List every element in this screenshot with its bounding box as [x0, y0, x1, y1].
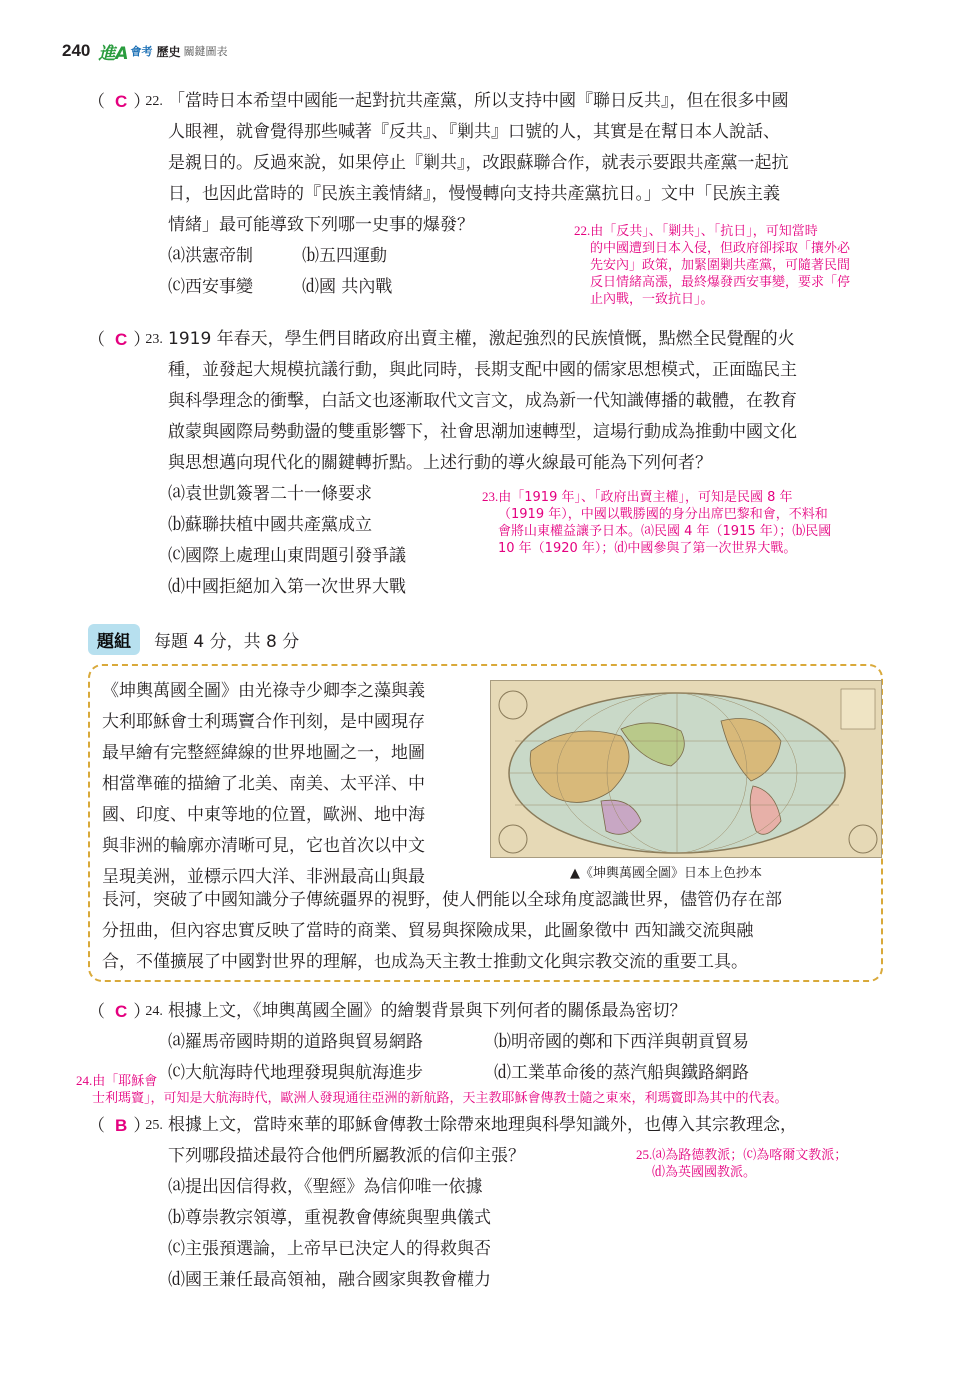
group-badge: 題組	[88, 624, 140, 655]
option-d[interactable]: ⒟工業革命後的蒸汽船與鐵路網路	[494, 1063, 749, 1083]
passage-text-continued: 長河，突破了中國知識分子傳統疆界的視野，使人們能以全球角度認識世界，儘管仍存在部 分扭曲，但內容忠實反映了當時的商業、貿易與探險成果，此圖象徵中 西知識交流與融 合，不僅擴展了中國對世界的理解，也成為天主教士推動文化與宗教交流的重要工具。	[102, 890, 782, 972]
question-group-header	[88, 624, 299, 655]
option-a[interactable]: ⒜提出因信得救，《聖經》為信仰唯一依據	[168, 1177, 483, 1197]
option-c[interactable]: ⒞大航海時代地理發現與航海進步	[168, 1063, 423, 1083]
option-b[interactable]: ⒝尊崇教宗領導，重視教會傳統與聖典儀式	[168, 1208, 491, 1228]
answer-letter: C	[115, 92, 128, 111]
question-stem-line: 根據上文，當時來華的耶穌會傳教士除帶來地理與科學知識外，也傳入其宗教理念，	[168, 1115, 797, 1135]
question-stem-line: 種，並發起大規模抗議行動，與此同時，長期支配中國的儒家思想模式，正面臨民主	[168, 360, 797, 380]
answer-slot: （ C ） 24.	[88, 996, 168, 1027]
option-b[interactable]: ⒝明帝國的鄭和下西洋與朝貢貿易	[494, 1032, 749, 1052]
explanation-note-22: 22.由「反共」、「剿共」、「抗日」，可知當時 的中國遭到日本入侵，但政府卻採取「攘外必 先安內」政策，加緊圍剿共產黨，可隨著民間 反日情緒高漲，最終爆發西安事變，要求「停 止內戰，一致抗日」。	[574, 223, 851, 307]
answer-slot: （ C ） 23.	[88, 324, 168, 355]
question-number: 25.	[145, 1118, 163, 1133]
brand-sub: 會考	[130, 45, 153, 58]
option-b[interactable]: ⒝五四運動	[302, 246, 387, 266]
question-25	[88, 1110, 888, 1296]
question-number: 24.	[145, 1004, 163, 1019]
question-stem-line: 啟蒙與國際局勢動盪的雙重影響下，社會思潮加速轉型，這場行動成為推動中國文化	[168, 422, 797, 442]
option-c[interactable]: ⒞國際上處理山東問題引發爭議	[168, 546, 406, 566]
question-stem-line: 根據上文，《坤輿萬國全圖》的繪製背景與下列何者的關係最為密切？	[168, 1001, 687, 1021]
map-caption: ▲《坤輿萬國全圖》日本上色抄本	[570, 866, 762, 881]
subject-label: 歷史	[156, 44, 181, 59]
question-stem-line: 情緒」最可能導致下列哪一史事的爆發？	[168, 215, 474, 235]
option-d[interactable]: ⒟國 共內戰	[302, 277, 393, 297]
question-stem-line: 與思想邁向現代化的關鍵轉折點。上述行動的導火線最可能為下列何者？	[168, 453, 712, 473]
answer-letter: C	[115, 1002, 128, 1021]
brand-logo: 進A	[98, 43, 129, 64]
world-map-illustration	[491, 681, 882, 858]
option-b[interactable]: ⒝蘇聯扶植中國共產黨成立	[168, 515, 372, 535]
option-a[interactable]: ⒜羅馬帝國時期的道路與貿易網路	[168, 1032, 423, 1052]
group-score: 每題 4 分，共 8 分	[154, 632, 300, 652]
option-d[interactable]: ⒟國王兼任最高領袖，融合國家與教會權力	[168, 1270, 491, 1290]
answer-slot: （ C ） 22.	[88, 86, 168, 117]
option-a[interactable]: ⒜袁世凱簽署二十一條要求	[168, 484, 372, 504]
page-header	[62, 36, 228, 66]
answer-letter: B	[115, 1116, 128, 1135]
world-map-image	[490, 680, 882, 858]
explanation-note-25: 25.⒜為路德教派；⒞為喀爾文教派； ⒟為英國國教派。	[636, 1147, 848, 1180]
question-stem-line: 下列哪段描述最符合他們所屬教派的信仰主張？	[168, 1146, 525, 1166]
answer-slot: （ B ） 25.	[88, 1110, 168, 1141]
question-stem-line: 與科學理念的衝擊，白話文也逐漸取代文言文，成為新一代知識傳播的載體，在教育	[168, 391, 797, 411]
question-stem-line: 「當時日本希望中國能一起對抗共產黨，所以支持中國『聯日反共』，但在很多中國	[168, 91, 789, 111]
series-label: 關鍵圖表	[183, 45, 228, 58]
question-number: 23.	[145, 332, 163, 347]
question-number: 22.	[145, 94, 163, 109]
question-23	[88, 324, 888, 603]
option-d[interactable]: ⒟中國拒絕加入第一次世界大戰	[168, 577, 406, 597]
passage-text: 《坤輿萬國全圖》由光祿寺少卿李之藻與義 大利耶穌會士利瑪竇合作刊刻，是中國現存 最早繪有完整經緯線的世界地圖之一，地圖 相當準確的描繪了北美、南美、太平洋、中 國、印度、中東等地的位置，歐洲、地中海 與非洲的輪廓亦清晰可見，它也首次以中文 呈現美洲，並標示四大洋、非洲最高山與最	[102, 681, 425, 887]
question-stem-line: 是親日的。反過來說，如果停止『剿共』，改跟蘇聯合作，就表示要跟共產黨一起抗	[168, 153, 789, 173]
explanation-note-24: 24.由「耶穌會 士利瑪竇」，可知是大航海時代，歐洲人發現通往亞洲的新航路，天主教耶穌會傳教士隨之東來，利瑪竇即為其中的代表。	[76, 1073, 788, 1106]
question-stem-line: 日，也因此當時的『民族主義情緒』，慢慢轉向支持共產黨抗日。」文中「民族主義	[168, 184, 780, 204]
page-number: 240	[62, 41, 91, 60]
option-a[interactable]: ⒜洪憲帝制	[168, 246, 253, 266]
answer-letter: C	[115, 330, 128, 349]
option-c[interactable]: ⒞主張預選論，上帝早已決定人的得救與否	[168, 1239, 491, 1259]
explanation-note-23: 23.由「1919 年」、「政府出賣主權」，可知是民國 8 年 （1919 年），中國以戰勝國的身分出席巴黎和會，不料和 會將山東權益讓予日本。⒜民國 4 年（1915 年）；⒝民國 10 年（1920 年）；⒟中國參與了第一次世界大戰。	[482, 489, 832, 556]
question-stem-line: 1919 年春天，學生們目睹政府出賣主權，激起強烈的民族憤慨，點燃全民覺醒的火	[168, 329, 795, 349]
question-stem-line: 人眼裡，就會覺得那些喊著『反共』、『剿共』口號的人，其實是在幫日本人說話、	[168, 122, 780, 142]
option-c[interactable]: ⒞西安事變	[168, 277, 253, 297]
